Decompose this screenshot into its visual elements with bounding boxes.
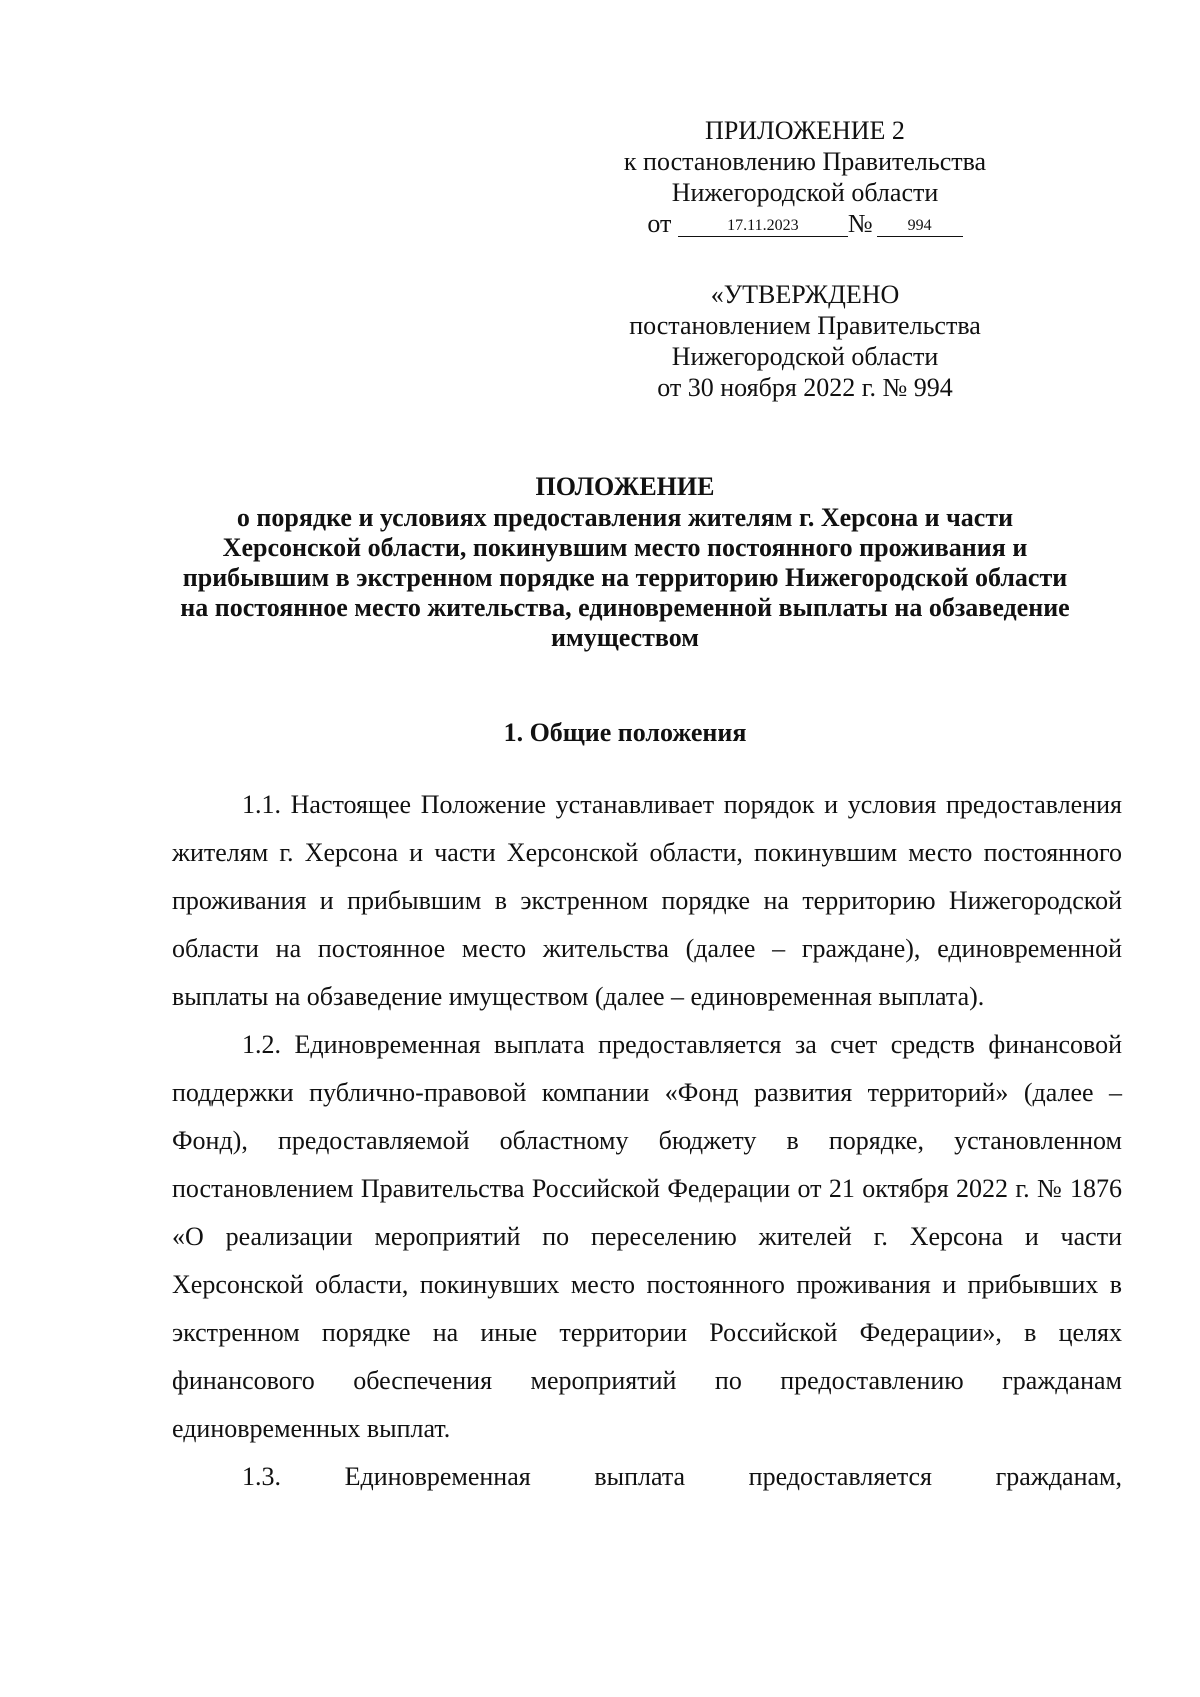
title-main: ПОЛОЖЕНИЕ: [535, 472, 715, 501]
paragraph-1-2: 1.2. Единовременная выплата предоставляется за счет средств финансовой поддержки публично-правовой компании «Фонд развития территорий» (далее – Фонд), предоставляемой областному бюджету в порядке, установленном постановлением Правительства Российской Федерации от 21 октября 2022 г. № 1876 «О реализации мероприятий по переселению жителей г. Херсона и части Херсонской области, покинувших место постоянного проживания и прибывших в экстренном порядке на иные территории Российской Федерации», в целях финансового обеспечения мероприятий по предоставлению гражданам единовременных выплат.: [172, 1030, 1122, 1443]
paragraph-1-1: 1.1. Настоящее Положение устанавливает порядок и условия предоставления жителям г. Херсона и части Херсонской области, покинувшим место постоянного проживания и прибывшим в экстренном порядке на территорию Нижегородской области на постоянное место жительства (далее – граждане), единовременной выплаты на обзаведение имуществом (далее – единовременная выплата).: [172, 790, 1122, 1011]
title-subtitle: о порядке и условиях предоставления жителям г. Херсона и части Херсонской области, покинувшим место постоянного проживания и прибывшим в экстренном порядке на территорию Нижегородской области на постоянное место жительства, единовременной выплаты на обзаведение имуществом: [180, 503, 1070, 652]
appendix-line-1: к постановлению Правительства: [623, 147, 987, 176]
section-heading: 1. Общие положения: [503, 718, 747, 747]
from-label: от: [647, 209, 672, 238]
number-label: №: [847, 209, 873, 238]
appendix-header: [600, 115, 1010, 239]
approved-line-2: постановлением Правительства: [629, 311, 981, 340]
appendix-date-number-line: [647, 208, 962, 239]
approved-line-1: «УТВЕРЖДЕНО: [710, 280, 900, 309]
appendix-title: ПРИЛОЖЕНИЕ 2: [705, 116, 905, 145]
appendix-number: 994: [877, 216, 963, 237]
section-body: [172, 781, 1122, 1501]
appendix-line-2: Нижегородской области: [671, 178, 939, 207]
approved-stamp: [600, 279, 1010, 403]
approved-line-4: от 30 ноября 2022 г. № 994: [657, 373, 953, 402]
approved-line-3: Нижегородской области: [671, 342, 939, 371]
appendix-date: 17.11.2023: [678, 216, 848, 237]
document-title: [170, 472, 1080, 653]
paragraph-1-3: 1.3. Единовременная выплата предоставляется гражданам,: [242, 1462, 1122, 1491]
